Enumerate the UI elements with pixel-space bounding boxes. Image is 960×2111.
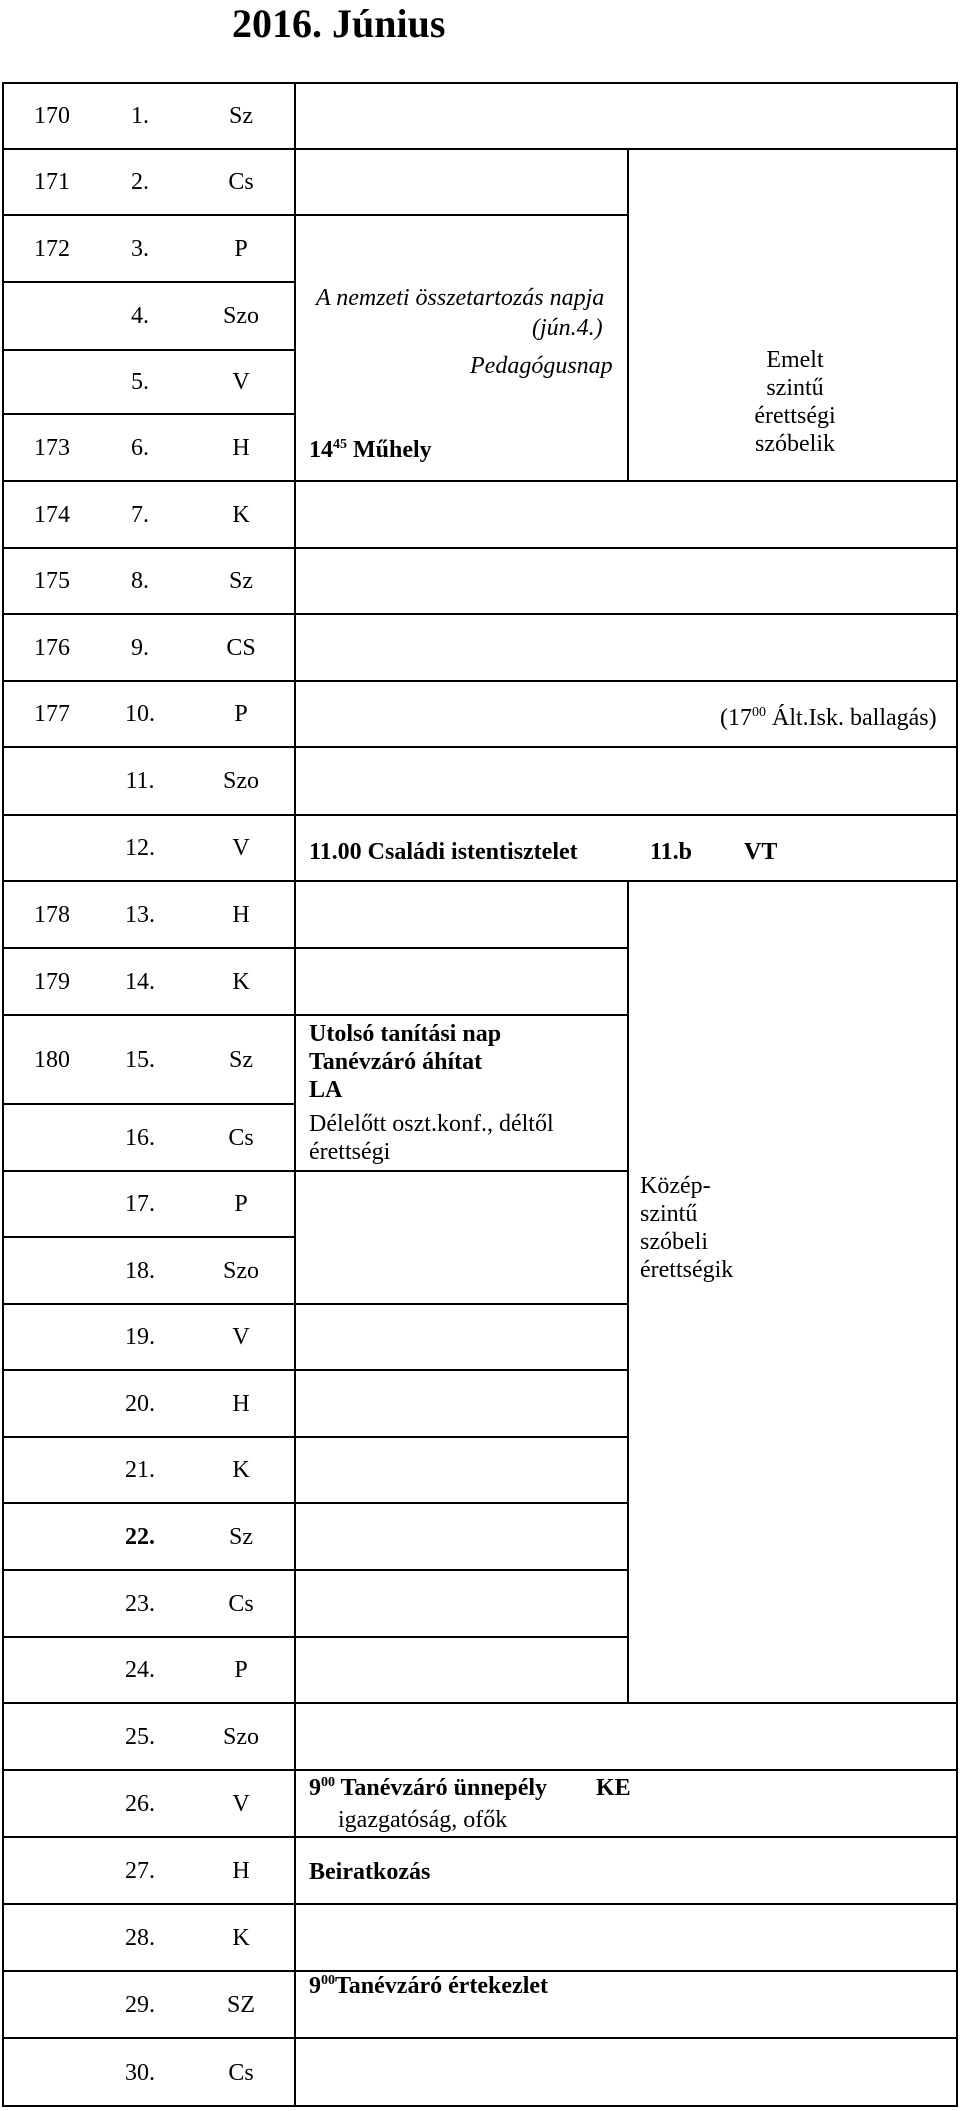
day-name: CS: [226, 635, 256, 661]
ballagas-text: Ált.Isk. ballagás): [766, 705, 937, 731]
day-name: H: [232, 1858, 250, 1884]
sub-column-divider: [627, 149, 629, 481]
event-ballagas: [720, 704, 937, 732]
row-divider: [2, 1569, 628, 1571]
day-number: 3.: [131, 236, 149, 262]
day-number: 14.: [125, 969, 155, 995]
day-number: 19.: [125, 1324, 155, 1350]
day-number: 2.: [131, 169, 149, 195]
ballagas-sup: 00: [752, 705, 766, 720]
ertekezlet-minute: 00: [321, 1973, 335, 1988]
day-name: Szo: [223, 1724, 259, 1750]
kozep-line: szintű: [640, 1201, 698, 1227]
row-divider: [2, 349, 295, 351]
day-number: 17.: [125, 1191, 155, 1217]
day-name: Sz: [229, 103, 253, 129]
sub-column-divider: [627, 881, 629, 1703]
day-name: Cs: [228, 1125, 254, 1151]
day-number: 8.: [131, 568, 149, 594]
unnepely-hour: 9: [309, 1775, 321, 1801]
row-divider: [2, 1014, 628, 1016]
row-divider: [2, 214, 628, 216]
row-number: 176: [34, 635, 70, 661]
day-name: P: [234, 1191, 248, 1217]
day-name: H: [232, 1391, 250, 1417]
day-number: 5.: [131, 369, 149, 395]
day-number: 22.: [125, 1524, 155, 1550]
muhely-text: Műhely: [347, 437, 432, 463]
unnepely-text: Tanévzáró ünnepély: [335, 1775, 548, 1801]
row-divider: [2, 1702, 958, 1704]
day-number: 13.: [125, 902, 155, 928]
event-delelott-block: [309, 1110, 554, 1166]
row-divider: [2, 1502, 628, 1504]
event-emelt-block: [630, 346, 960, 458]
row-number: 177: [34, 701, 70, 727]
delelott-line: érettségi: [309, 1139, 391, 1165]
ertekezlet-hour: 9: [309, 1973, 321, 1999]
day-name: K: [232, 1457, 250, 1483]
row-divider: [2, 281, 295, 283]
event-csaladi-class: 11.b: [650, 839, 693, 865]
row-divider: [2, 680, 958, 682]
day-name: Szo: [223, 303, 259, 329]
day-name: H: [232, 902, 250, 928]
event-muhely: [309, 436, 432, 464]
row-divider: [2, 1769, 958, 1771]
event-nemzeti-line1: A nemzeti összetartozás napja: [316, 285, 605, 311]
row-divider: [2, 148, 958, 150]
day-number: 7.: [131, 502, 149, 528]
utolso-line: LA: [309, 1077, 343, 1103]
day-name: H: [232, 435, 250, 461]
kozep-line: Közép-: [640, 1173, 711, 1199]
day-name: Szo: [223, 768, 259, 794]
day-number: 16.: [125, 1125, 155, 1151]
row-number: 171: [34, 169, 70, 195]
day-number: 23.: [125, 1591, 155, 1617]
row-divider: [2, 2037, 958, 2039]
day-name: K: [232, 502, 250, 528]
kozep-line: szóbeli: [640, 1229, 708, 1255]
day-name: Szo: [223, 1258, 259, 1284]
day-number: 20.: [125, 1391, 155, 1417]
utolso-line: Utolsó tanítási nap: [309, 1021, 502, 1047]
day-name: V: [232, 835, 250, 861]
day-name: V: [232, 1791, 250, 1817]
row-number: 174: [34, 502, 70, 528]
event-ertekezlet: [309, 1972, 548, 2000]
row-number: 173: [34, 435, 70, 461]
utolso-line: Tanévzáró áhítat: [309, 1049, 483, 1075]
day-number: 18.: [125, 1258, 155, 1284]
emelt-line: szintű: [766, 375, 824, 401]
emelt-line: érettségi: [754, 403, 836, 429]
day-name: K: [232, 969, 250, 995]
muhely-hour: 14: [309, 437, 333, 463]
unnepely-minute: 00: [321, 1775, 335, 1790]
day-number: 1.: [131, 103, 149, 129]
page-title: 2016. Június: [232, 1, 446, 46]
row-divider: [2, 413, 295, 415]
row-divider: [2, 1903, 958, 1905]
event-utolso-block: [309, 1020, 501, 1104]
emelt-line: Emelt: [766, 347, 824, 373]
row-number: 172: [34, 236, 70, 262]
day-name: Cs: [228, 169, 254, 195]
day-number: 24.: [125, 1657, 155, 1683]
day-name: Sz: [229, 568, 253, 594]
row-divider: [2, 547, 958, 549]
row-divider: [2, 1170, 628, 1172]
muhely-minute: 45: [333, 437, 347, 452]
row-number: 180: [34, 1047, 70, 1073]
day-number: 15.: [125, 1047, 155, 1073]
day-number: 9.: [131, 635, 149, 661]
day-name: Sz: [229, 1047, 253, 1073]
day-name: Cs: [228, 1591, 254, 1617]
kozep-line: érettségik: [640, 1257, 734, 1283]
event-unnepely-sub: igazgatóság, ofők: [338, 1807, 508, 1833]
row-divider: [2, 880, 958, 882]
row-number: 170: [34, 103, 70, 129]
row-divider: [2, 814, 958, 816]
day-number: 10.: [125, 701, 155, 727]
day-number: 28.: [125, 1925, 155, 1951]
day-name: Cs: [228, 2060, 254, 2086]
ballagas-pre: (17: [720, 705, 752, 731]
event-beiratkozas: Beiratkozás: [309, 1859, 431, 1885]
day-name: K: [232, 1925, 250, 1951]
ertekezlet-text: Tanévzáró értekezlet: [335, 1973, 549, 1999]
row-divider: [2, 1103, 295, 1105]
row-divider: [2, 480, 958, 482]
day-column-divider: [294, 82, 296, 2107]
row-divider: [2, 1636, 628, 1638]
day-number: 27.: [125, 1858, 155, 1884]
day-number: 21.: [125, 1457, 155, 1483]
emelt-line: szóbelik: [755, 431, 835, 457]
row-divider: [2, 613, 958, 615]
day-number: 11.: [125, 768, 155, 794]
event-nemzeti-line2: (jún.4.): [532, 315, 603, 341]
row-divider: [2, 746, 958, 748]
row-divider: [2, 1436, 628, 1438]
row-divider: [2, 1836, 958, 1838]
day-number: 29.: [125, 1992, 155, 2018]
event-kozep-block: [640, 1172, 733, 1284]
day-name: P: [234, 1657, 248, 1683]
row-number: 179: [34, 969, 70, 995]
row-divider: [2, 1236, 295, 1238]
event-unnepely-person: KE: [596, 1775, 631, 1801]
day-name: P: [234, 701, 248, 727]
event-pedagogusnap: Pedagógusnap: [470, 353, 613, 379]
day-name: V: [232, 1324, 250, 1350]
day-name: SZ: [226, 1992, 255, 2018]
event-csaladi-person: VT: [744, 839, 778, 865]
row-number: 178: [34, 902, 70, 928]
day-number: 26.: [125, 1791, 155, 1817]
row-divider: [2, 1303, 628, 1305]
day-name: P: [234, 236, 248, 262]
day-name: Sz: [229, 1524, 253, 1550]
day-number: 4.: [131, 303, 149, 329]
day-number: 30.: [125, 2060, 155, 2086]
row-divider: [2, 947, 628, 949]
event-csaladi: 11.00 Családi istentisztelet: [309, 839, 578, 865]
row-divider: [2, 1369, 628, 1371]
event-unnepely: [309, 1774, 547, 1802]
row-number: 175: [34, 568, 70, 594]
day-number: 12.: [125, 835, 155, 861]
day-number: 6.: [131, 435, 149, 461]
day-name: V: [232, 369, 250, 395]
delelott-line: Délelőtt oszt.konf., déltől: [309, 1111, 554, 1137]
day-number: 25.: [125, 1724, 155, 1750]
